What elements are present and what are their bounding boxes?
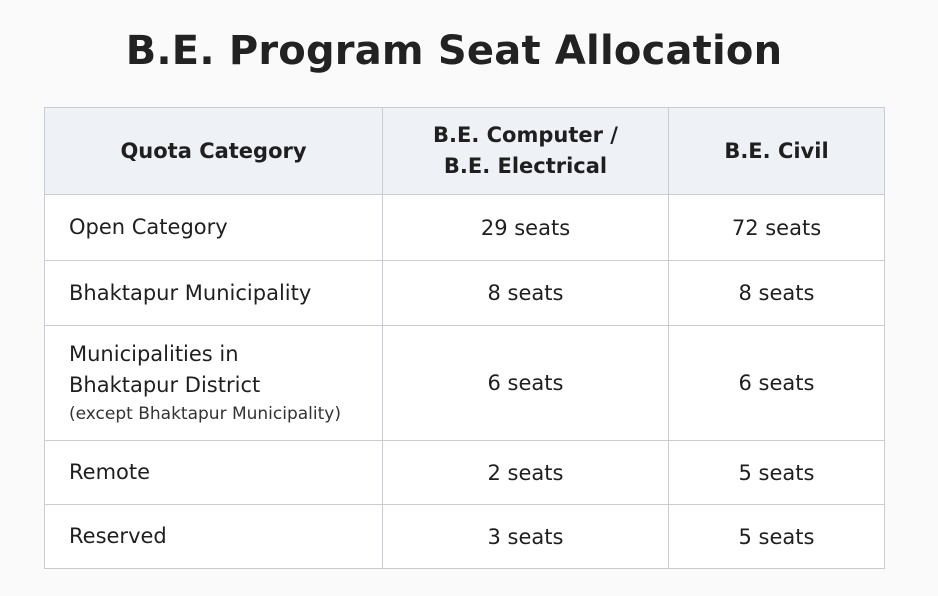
computer-electrical-seats-cell: 3 seats bbox=[383, 505, 669, 569]
seat-allocation-table bbox=[44, 107, 885, 569]
table-row bbox=[45, 441, 885, 505]
computer-electrical-seats-cell: 29 seats bbox=[383, 195, 669, 261]
column-header-electrical-line: B.E. Electrical bbox=[443, 154, 608, 178]
civil-seats-cell: 5 seats bbox=[669, 441, 885, 505]
quota-category-line: Bhaktapur District bbox=[69, 373, 261, 397]
computer-electrical-seats-cell: 2 seats bbox=[383, 441, 669, 505]
civil-seats-cell: 8 seats bbox=[669, 261, 885, 326]
quota-category-cell bbox=[45, 326, 383, 441]
quota-category-note: (except Bhaktapur Municipality) bbox=[69, 404, 341, 424]
table-row bbox=[45, 505, 885, 569]
table-header-row bbox=[45, 108, 885, 195]
civil-seats-cell: 72 seats bbox=[669, 195, 885, 261]
page-title: B.E. Program Seat Allocation bbox=[125, 28, 783, 74]
column-header-computer-line: B.E. Computer / bbox=[433, 123, 618, 147]
column-header-computer-electrical bbox=[383, 108, 669, 195]
quota-category-cell: Bhaktapur Municipality bbox=[45, 261, 383, 326]
computer-electrical-seats-cell: 8 seats bbox=[383, 261, 669, 326]
table-row bbox=[45, 195, 885, 261]
table-row bbox=[45, 326, 885, 441]
column-header-civil: B.E. Civil bbox=[669, 108, 885, 195]
civil-seats-cell: 6 seats bbox=[669, 326, 885, 441]
quota-category-line: Municipalities in bbox=[69, 342, 239, 366]
quota-category-cell: Reserved bbox=[45, 505, 383, 569]
table-row bbox=[45, 261, 885, 326]
civil-seats-cell: 5 seats bbox=[669, 505, 885, 569]
quota-category-cell: Remote bbox=[45, 441, 383, 505]
quota-category-cell: Open Category bbox=[45, 195, 383, 261]
computer-electrical-seats-cell: 6 seats bbox=[383, 326, 669, 441]
column-header-quota-category: Quota Category bbox=[45, 108, 383, 195]
